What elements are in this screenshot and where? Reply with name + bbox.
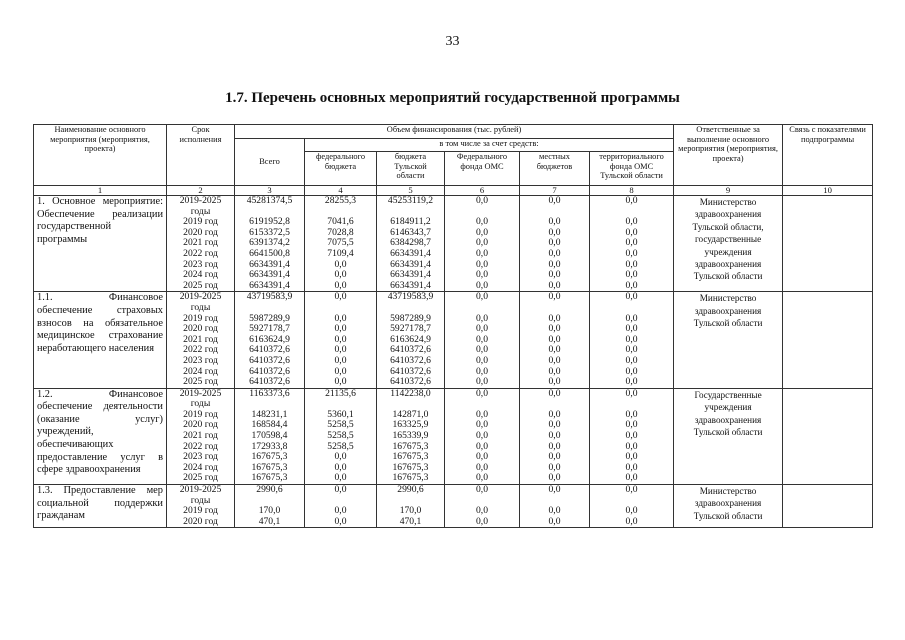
cell-total: 5927178,7: [249, 323, 290, 335]
column-federal: [305, 292, 377, 388]
cell-f-oms: 0,0: [476, 312, 488, 324]
cell-term: 2025 год: [183, 376, 218, 388]
cell-total: 167675,3: [251, 461, 288, 473]
column-total: [235, 485, 305, 528]
cell-federal: 28255,3: [324, 195, 357, 206]
cell-term: 2022 год: [183, 440, 218, 452]
column-regional: [377, 485, 445, 528]
header-local-budgets: местных бюджетов: [520, 152, 590, 186]
cell-federal: 5360,1: [327, 408, 354, 420]
cell-total: 170598,4: [251, 430, 288, 442]
column-number: 8: [590, 186, 674, 196]
measure-name: 1.2. Финансовое обеспечение деятельности (оказание услуг) учреждений, обеспечивающих предоставление услуг в сфере здравоохранения: [34, 388, 167, 484]
cell-term: 2024 год: [183, 365, 218, 377]
column-federal: [305, 485, 377, 528]
cell-term-suffix: годы: [190, 301, 211, 313]
cell-regional: 163325,9: [392, 419, 429, 431]
cell-term: 2019 год: [183, 216, 218, 228]
column-t-oms: [590, 292, 674, 388]
cell-federal: 0,0: [334, 333, 347, 345]
cell-f-oms: 0,0: [476, 451, 488, 463]
cell-regional: 6410372,6: [390, 354, 431, 366]
column-term: [167, 196, 235, 292]
cell-local: 0,0: [548, 247, 561, 259]
cell-f-oms: 0,0: [476, 461, 488, 473]
measure-row: [34, 292, 873, 388]
column-t-oms: [590, 485, 674, 528]
cell-total: 6410372,6: [249, 365, 290, 377]
responsible-cell: Государственные учреждения здравоохранения Тульской области: [674, 388, 783, 484]
column-total: [235, 196, 305, 292]
cell-total: 6634391,4: [249, 279, 290, 291]
column-term: [167, 388, 235, 484]
responsible-cell: Министерство здравоохранения Тульской области: [674, 292, 783, 388]
cell-regional: 170,0: [399, 505, 422, 517]
cell-regional: 6634391,4: [390, 247, 431, 259]
cell-t-oms: 0,0: [625, 419, 638, 431]
cell-total: 6641500,8: [249, 247, 290, 259]
cell-term: 2021 год: [183, 333, 218, 345]
cell-total: 6191952,8: [249, 216, 290, 228]
cell-term: 2019-2025: [179, 388, 222, 399]
cell-total: 170,0: [258, 505, 281, 517]
measure-row: [34, 485, 873, 528]
cell-total: 6634391,4: [249, 258, 290, 270]
cell-local: 0,0: [548, 216, 561, 228]
responsible-cell: Министерство здравоохранения Тульской области, государственные учреждения здравоохранения Тульской области: [674, 196, 783, 292]
cell-federal: 0,0: [334, 291, 347, 303]
header-name: Наименование основного мероприятия (мероприятия, проекта): [34, 125, 167, 186]
column-number: 3: [235, 186, 305, 196]
cell-local: 0,0: [548, 376, 561, 388]
cell-term: 2020 год: [183, 515, 218, 527]
cell-t-oms: 0,0: [625, 344, 638, 356]
column-number: 6: [445, 186, 520, 196]
link-cell: [783, 292, 873, 388]
cell-spacer: [523, 303, 586, 314]
column-number: 1: [34, 186, 167, 196]
cell-total: 470,1: [258, 515, 281, 527]
cell-local: 0,0: [548, 344, 561, 356]
cell-f-oms: 0,0: [476, 247, 488, 259]
cell-term: 2019 год: [183, 408, 218, 420]
cell-term: 2025 год: [183, 472, 218, 484]
column-number: 2: [167, 186, 235, 196]
cell-f-oms: 0,0: [476, 430, 488, 442]
cell-term: 2023 год: [183, 354, 218, 366]
cell-federal: 0,0: [334, 258, 347, 270]
cell-t-oms: 0,0: [625, 451, 638, 463]
cell-spacer: [380, 303, 441, 314]
header-term: Срок исполнения: [167, 125, 235, 186]
cell-local: 0,0: [548, 505, 561, 517]
header-territorial-oms: территориального фонда ОМС Тульской области: [590, 152, 674, 186]
cell-regional: 6634391,4: [390, 258, 431, 270]
column-f-oms: [445, 196, 520, 292]
cell-local: 0,0: [548, 291, 561, 303]
cell-f-oms: 0,0: [476, 258, 488, 270]
cell-regional: 2990,6: [397, 484, 424, 496]
cell-regional: 165339,9: [392, 430, 429, 442]
cell-total: 2990,6: [256, 484, 283, 496]
header-regional-budget: бюджета Тульской области: [377, 152, 445, 186]
cell-local: 0,0: [548, 237, 561, 249]
cell-federal: 0,0: [334, 376, 347, 388]
cell-t-oms: 0,0: [625, 515, 638, 527]
cell-t-oms: 0,0: [625, 237, 638, 249]
cell-federal: 7075,5: [327, 237, 354, 249]
cell-regional: 1142238,0: [390, 388, 431, 399]
cell-regional: 6384298,7: [390, 237, 431, 249]
column-local: [520, 292, 590, 388]
cell-total: 6153372,5: [249, 226, 290, 238]
cell-term-suffix: годы: [190, 494, 211, 506]
cell-spacer: [238, 303, 301, 314]
column-number-row: [34, 186, 873, 196]
cell-regional: 43719583,9: [387, 291, 434, 303]
cell-total: 6410372,6: [249, 376, 290, 388]
cell-term: 2019 год: [183, 505, 218, 517]
column-federal: [305, 196, 377, 292]
responsible-cell: Министерство здравоохранения Тульской области: [674, 485, 783, 528]
cell-term: 2019-2025: [179, 484, 222, 496]
cell-total: 43719583,9: [246, 291, 293, 303]
cell-f-oms: 0,0: [476, 484, 488, 496]
cell-federal: 0,0: [334, 505, 347, 517]
page-number: 33: [445, 34, 460, 49]
cell-local: 0,0: [548, 279, 561, 291]
cell-total: 168584,4: [251, 419, 288, 431]
cell-t-oms: 0,0: [625, 505, 638, 517]
cell-f-oms: 0,0: [476, 226, 488, 238]
header-including: в том числе за счет средств:: [305, 139, 674, 152]
cell-f-oms: 0,0: [476, 279, 488, 291]
cell-f-oms: 0,0: [476, 376, 488, 388]
cell-term: 2019-2025: [179, 291, 222, 303]
cell-federal: 0,0: [334, 312, 347, 324]
table-body: [34, 196, 873, 528]
cell-regional: 6410372,6: [390, 365, 431, 377]
cell-f-oms: 0,0: [476, 354, 488, 366]
cell-t-oms: 0,0: [625, 323, 638, 335]
cell-t-oms: 0,0: [625, 312, 638, 324]
cell-term: 2023 год: [183, 258, 218, 270]
column-local: [520, 196, 590, 292]
cell-total: 1163373,6: [249, 388, 290, 399]
column-total: [235, 292, 305, 388]
cell-regional: 6184911,2: [390, 216, 431, 228]
cell-t-oms: 0,0: [625, 226, 638, 238]
cell-local: 0,0: [548, 258, 561, 270]
cell-federal: 0,0: [334, 451, 347, 463]
cell-term: 2019-2025: [179, 195, 222, 206]
cell-f-oms: 0,0: [476, 388, 488, 399]
cell-regional: 470,1: [399, 515, 422, 527]
column-f-oms: [445, 485, 520, 528]
cell-total: 148231,1: [251, 408, 288, 420]
cell-regional: 6634391,4: [390, 269, 431, 281]
column-local: [520, 485, 590, 528]
cell-federal: 0,0: [334, 472, 347, 484]
header-total: Всего: [235, 139, 305, 186]
measure-name: 1.3. Предоставление мер социальной поддержки гражданам: [34, 485, 167, 528]
cell-local: 0,0: [548, 472, 561, 484]
cell-federal: 0,0: [334, 365, 347, 377]
cell-term-suffix: годы: [190, 205, 211, 217]
cell-total: 167675,3: [251, 472, 288, 484]
cell-federal: 7109,4: [327, 247, 354, 259]
cell-term: 2025 год: [183, 279, 218, 291]
cell-term: 2024 год: [183, 269, 218, 281]
column-t-oms: [590, 388, 674, 484]
cell-spacer: [308, 303, 373, 314]
cell-federal: 0,0: [334, 323, 347, 335]
cell-t-oms: 0,0: [625, 291, 638, 303]
cell-total: 172933,8: [251, 440, 288, 452]
cell-t-oms: 0,0: [625, 258, 638, 270]
cell-local: 0,0: [548, 388, 561, 399]
cell-f-oms: 0,0: [476, 515, 488, 527]
cell-local: 0,0: [548, 312, 561, 324]
cell-f-oms: 0,0: [476, 419, 488, 431]
cell-t-oms: 0,0: [625, 247, 638, 259]
cell-federal: 0,0: [334, 515, 347, 527]
cell-f-oms: 0,0: [476, 323, 488, 335]
cell-regional: 6163624,9: [390, 333, 431, 345]
cell-t-oms: 0,0: [625, 484, 638, 496]
cell-t-oms: 0,0: [625, 216, 638, 228]
cell-local: 0,0: [548, 515, 561, 527]
cell-federal: 5258,5: [327, 430, 354, 442]
cell-local: 0,0: [548, 354, 561, 366]
table-header: [34, 125, 873, 196]
column-regional: [377, 292, 445, 388]
column-term: [167, 485, 235, 528]
cell-f-oms: 0,0: [476, 237, 488, 249]
cell-f-oms: 0,0: [476, 365, 488, 377]
cell-total: 6634391,4: [249, 269, 290, 281]
header-responsible: Ответственные за выполнение основного мероприятия (мероприятия, проекта): [674, 125, 783, 186]
column-number: 9: [674, 186, 783, 196]
cell-t-oms: 0,0: [625, 354, 638, 366]
cell-federal: 0,0: [334, 279, 347, 291]
cell-t-oms: 0,0: [625, 269, 638, 281]
cell-term: 2022 год: [183, 247, 218, 259]
column-f-oms: [445, 388, 520, 484]
cell-federal: 0,0: [334, 354, 347, 366]
link-cell: [783, 485, 873, 528]
cell-f-oms: 0,0: [476, 505, 488, 517]
column-number: 4: [305, 186, 377, 196]
cell-federal: 7028,8: [327, 226, 354, 238]
measure-row: [34, 196, 873, 292]
cell-federal: 0,0: [334, 269, 347, 281]
section-title: 1.7. Перечень основных мероприятий государственной программы: [225, 90, 680, 106]
column-number: 5: [377, 186, 445, 196]
cell-federal: 5258,5: [327, 419, 354, 431]
cell-total: 6410372,6: [249, 344, 290, 356]
cell-regional: 5987289,9: [390, 312, 431, 324]
cell-local: 0,0: [548, 430, 561, 442]
header-volume: Объем финансирования (тыс. рублей): [235, 125, 674, 139]
cell-local: 0,0: [548, 440, 561, 452]
cell-term: 2020 год: [183, 226, 218, 238]
column-regional: [377, 196, 445, 292]
cell-regional: 167675,3: [392, 440, 429, 452]
cell-regional: 6146343,7: [390, 226, 431, 238]
cell-term: 2022 год: [183, 344, 218, 356]
link-cell: [783, 388, 873, 484]
cell-f-oms: 0,0: [476, 333, 488, 345]
cell-regional: 142871,0: [392, 408, 429, 420]
cell-t-oms: 0,0: [625, 365, 638, 377]
cell-regional: 6634391,4: [390, 279, 431, 291]
cell-t-oms: 0,0: [625, 388, 638, 399]
cell-t-oms: 0,0: [625, 195, 638, 206]
measure-row: [34, 388, 873, 484]
cell-f-oms: 0,0: [476, 440, 488, 452]
cell-f-oms: 0,0: [476, 216, 488, 228]
cell-total: 6163624,9: [249, 333, 290, 345]
cell-regional: 6410372,6: [390, 344, 431, 356]
cell-term: 2020 год: [183, 323, 218, 335]
cell-f-oms: 0,0: [476, 344, 488, 356]
cell-spacer: [593, 303, 670, 314]
cell-federal: 21135,6: [325, 388, 356, 399]
cell-federal: 0,0: [334, 484, 347, 496]
cell-local: 0,0: [548, 323, 561, 335]
cell-total: 5987289,9: [249, 312, 290, 324]
cell-total: 167675,3: [251, 451, 288, 463]
cell-t-oms: 0,0: [625, 472, 638, 484]
cell-total: 45281374,5: [246, 195, 293, 206]
cell-local: 0,0: [548, 408, 561, 420]
cell-local: 0,0: [548, 333, 561, 345]
column-federal: [305, 388, 377, 484]
cell-spacer: [448, 303, 516, 314]
header-federal-budget: федерального бюджета: [305, 152, 377, 186]
cell-local: 0,0: [548, 195, 561, 206]
cell-local: 0,0: [548, 484, 561, 496]
column-local: [520, 388, 590, 484]
cell-regional: 167675,3: [392, 461, 429, 473]
cell-federal: 0,0: [334, 461, 347, 473]
cell-local: 0,0: [548, 419, 561, 431]
link-cell: [783, 196, 873, 292]
cell-f-oms: 0,0: [476, 472, 488, 484]
cell-t-oms: 0,0: [625, 440, 638, 452]
cell-t-oms: 0,0: [625, 333, 638, 345]
cell-t-oms: 0,0: [625, 461, 638, 473]
cell-term: 2023 год: [183, 451, 218, 463]
column-regional: [377, 388, 445, 484]
cell-regional: 6410372,6: [390, 376, 431, 388]
cell-local: 0,0: [548, 226, 561, 238]
cell-term: 2019 год: [183, 312, 218, 324]
cell-t-oms: 0,0: [625, 430, 638, 442]
cell-term: 2021 год: [183, 237, 218, 249]
column-term: [167, 292, 235, 388]
cell-local: 0,0: [548, 461, 561, 473]
header-link: Связь с показателями подпрограммы: [783, 125, 873, 186]
cell-t-oms: 0,0: [625, 408, 638, 420]
column-f-oms: [445, 292, 520, 388]
cell-total: 6391374,2: [249, 237, 290, 249]
cell-term-suffix: годы: [190, 398, 211, 410]
cell-regional: 167675,3: [392, 451, 429, 463]
cell-f-oms: 0,0: [476, 408, 488, 420]
cell-federal: 0,0: [334, 344, 347, 356]
cell-t-oms: 0,0: [625, 376, 638, 388]
cell-f-oms: 0,0: [476, 269, 488, 281]
column-t-oms: [590, 196, 674, 292]
cell-term: 2021 год: [183, 430, 218, 442]
cell-federal: 5258,5: [327, 440, 354, 452]
column-number: 7: [520, 186, 590, 196]
cell-term: 2024 год: [183, 461, 218, 473]
cell-f-oms: 0,0: [476, 195, 488, 206]
measure-name: 1. Основное мероприятие: Обеспечение реализации государственной программы: [34, 196, 167, 292]
cell-f-oms: 0,0: [476, 291, 488, 303]
cell-regional: 5927178,7: [390, 323, 431, 335]
measures-table: [33, 124, 873, 528]
measure-name: 1.1. Финансовое обеспечение страховых взносов на обязательное медицинское страхование неработающего населения: [34, 292, 167, 388]
column-number: 10: [783, 186, 873, 196]
cell-total: 6410372,6: [249, 354, 290, 366]
cell-local: 0,0: [548, 365, 561, 377]
cell-regional: 45253119,2: [387, 195, 434, 206]
header-federal-oms: Федерального фонда ОМС: [445, 152, 520, 186]
cell-term: 2020 год: [183, 419, 218, 431]
cell-t-oms: 0,0: [625, 279, 638, 291]
column-total: [235, 388, 305, 484]
cell-federal: 7041,6: [327, 216, 354, 228]
cell-local: 0,0: [548, 451, 561, 463]
cell-local: 0,0: [548, 269, 561, 281]
cell-regional: 167675,3: [392, 472, 429, 484]
